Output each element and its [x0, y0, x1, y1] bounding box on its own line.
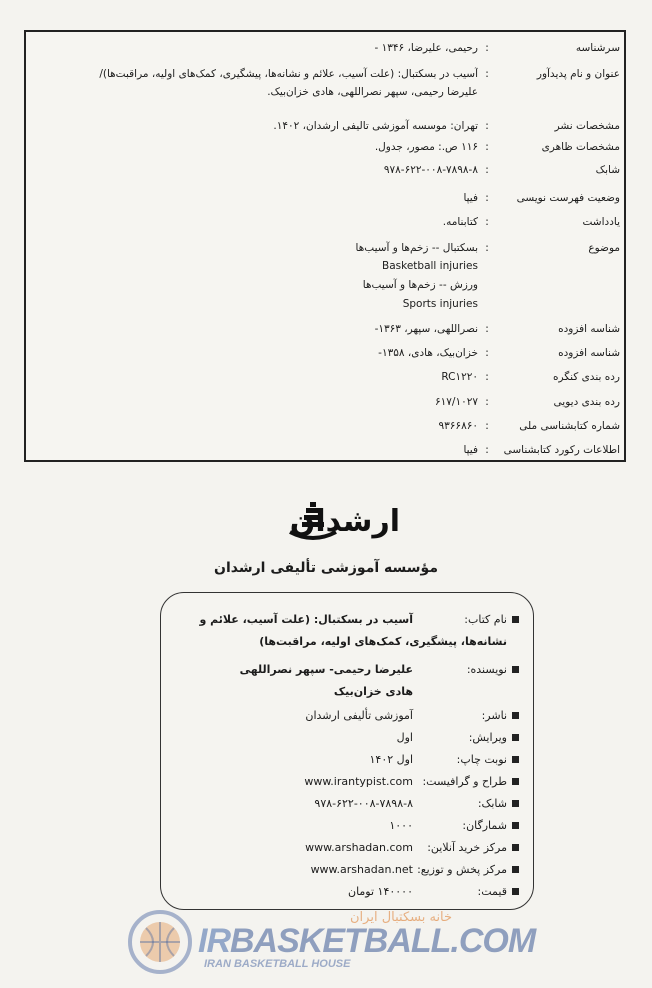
spec-label: نام کتاب: [464, 613, 507, 626]
publisher-logo [250, 500, 400, 550]
cip-label: مشخصات نشر [554, 120, 620, 132]
cip-row-publication: مشخصات نشر : تهران: موسسه آموزشی تالیفی ارشدان، ۱۴۰۲. [26, 116, 624, 136]
spec-value: www.arshadan.com [305, 841, 413, 854]
cip-row-added-entry: شناسه افزوده : خزان‌بیک، هادی، ۱۳۵۸- [26, 343, 624, 363]
spec-value: اول [396, 731, 413, 744]
cip-row-isbn: شابک : ۹۷۸-۶۲۲-۰۰۸-۷۸۹۸-۸ [26, 160, 624, 180]
cip-subject-line: Basketball injuries [382, 260, 478, 272]
square-bullet-icon [512, 844, 519, 851]
square-bullet-icon [512, 888, 519, 895]
cip-value: آسیب در بسکتبال: (علت آسیب، علائم و نشانه‌ها، پیشگیری، کمک‌های اولیه، مراقبت‌ها)/ [99, 68, 478, 80]
watermark-persian-title: خانه بسکتبال ایران [350, 910, 453, 925]
spec-value: آموزشی تألیفی ارشدان [305, 709, 413, 722]
spec-value: اول ۱۴۰۲ [369, 753, 413, 766]
square-bullet-icon [512, 800, 519, 807]
spec-label: ویرایش: [468, 731, 507, 744]
spec-row-isbn [161, 793, 533, 815]
publisher-name: مؤسسه آموزشی تألیفی ارشدان [214, 560, 438, 576]
spec-label: نویسنده: [466, 663, 507, 676]
cip-value: RC۱۲۲۰ [441, 371, 478, 383]
cip-row-physical: مشخصات ظاهری : ۱۱۶ ص.: مصور، جدول. [26, 137, 624, 157]
spec-row-print-run [161, 749, 533, 771]
watermark-title: IRBASKETBALL.COM [198, 922, 536, 960]
cip-row-title: عنوان و نام پدیدآور : آسیب در بسکتبال: (علت آسیب، علائم و نشانه‌ها، پیشگیری، کمک‌های اولیه، مراقبت‌ها)/ [26, 64, 624, 84]
watermark-subtitle: IRAN BASKETBALL HOUSE [204, 958, 351, 970]
cip-value: فیپا [463, 192, 478, 204]
spec-label: طراح و گرافیست: [422, 775, 507, 788]
cip-value: تهران: موسسه آموزشی تالیفی ارشدان، ۱۴۰۲. [273, 120, 478, 132]
spec-row-distribution [161, 859, 533, 881]
cip-row-national-number: شماره کتابشناسی ملی : ۹۳۶۶۸۶۰ [26, 416, 624, 436]
spec-value: www.irantypist.com [304, 775, 413, 788]
spec-value: ۱۰۰۰ [389, 819, 413, 832]
cip-subject-line: Sports injuries [402, 298, 478, 310]
square-bullet-icon [512, 866, 519, 873]
cip-value: ۶۱۷/۱۰۲۷ [434, 396, 478, 408]
cip-subject-line: ورزش -- زخم‌ها و آسیب‌ها [362, 279, 478, 291]
spec-label: قیمت: [477, 885, 507, 898]
cip-label: وضعیت فهرست نویسی [516, 192, 620, 204]
cip-label: یادداشت [582, 216, 620, 228]
cip-label: رده بندی کنگره [552, 371, 620, 383]
cip-value: رحیمی، علیرضا، ۱۳۴۶ - [374, 42, 478, 54]
cip-title-line-2: علیرضا رحیمی، سپهر نصراللهی، هادی خزان‌بیک. [267, 86, 478, 98]
cip-row-added-entry: شناسه افزوده : نصراللهی، سپهر، ۱۳۶۳- [26, 319, 624, 339]
spec-row-author [161, 659, 533, 681]
cip-label: سرشناسه [575, 42, 620, 54]
cip-row-main-entry: سرشناسه : رحیمی، علیرضا، ۱۳۴۶ - [26, 38, 624, 58]
spec-value: علیرضا رحیمی- سپهر نصراللهی [239, 663, 413, 676]
cip-row-status: وضعیت فهرست نویسی : فیپا [26, 188, 624, 208]
cip-row-subject: موضوع : بسکتبال -- زخم‌ها و آسیب‌ها [26, 238, 624, 258]
cip-label: شناسه افزوده [558, 323, 620, 335]
cip-value: فیپا [463, 444, 478, 456]
square-bullet-icon [512, 822, 519, 829]
spec-label: شمارگان: [462, 819, 507, 832]
cip-label: عنوان و نام پدیدآور [536, 68, 620, 80]
spec-row-price [161, 881, 533, 903]
cip-label: رده بندی دیویی [553, 396, 620, 408]
spec-row-book-name-line-2 [161, 631, 533, 653]
basketball-lion-watermark-icon [126, 908, 194, 976]
spec-value: ۱۴۰۰۰۰ تومان [347, 885, 413, 898]
cip-value: ۹۳۶۶۸۶۰ [438, 420, 478, 432]
spec-row-designer [161, 771, 533, 793]
spec-value: هادی خزان‌بیک [333, 685, 413, 698]
spec-row-author-line-2 [161, 681, 533, 703]
spec-value: www.arshadan.net [310, 863, 413, 876]
spec-label: مرکز خرید آنلاین: [427, 841, 507, 854]
spec-row-publisher [161, 705, 533, 727]
spec-row-copies [161, 815, 533, 837]
square-bullet-icon [512, 734, 519, 741]
cip-value: بسکتبال -- زخم‌ها و آسیب‌ها [355, 242, 478, 254]
specification-box [160, 592, 534, 910]
cataloguing-box [24, 30, 626, 462]
cip-label: اطلاعات رکورد کتابشناسی [503, 444, 620, 456]
spec-label: نوبت چاپ: [456, 753, 507, 766]
spec-value: نشانه‌ها، پیشگیری، کمک‌های اولیه، مراقبت‌ها) [259, 635, 507, 648]
cip-value: ۱۱۶ ص.: مصور، جدول. [374, 141, 478, 153]
cip-value: ۹۷۸-۶۲۲-۰۰۸-۷۸۹۸-۸ [383, 164, 478, 176]
cip-row-lc-class: رده بندی کنگره : RC۱۲۲۰ [26, 367, 624, 387]
spec-row-edition [161, 727, 533, 749]
cip-row-dewey: رده بندی دیویی : ۶۱۷/۱۰۲۷ [26, 392, 624, 412]
spec-value: ۹۷۸-۶۲۲-۰۰۸-۷۸۹۸-۸ [314, 797, 413, 810]
publisher-logo-text: ارشدان [289, 504, 400, 539]
cip-label: مشخصات ظاهری [541, 141, 620, 153]
square-bullet-icon [512, 666, 519, 673]
square-bullet-icon [512, 778, 519, 785]
cip-value: نصراللهی، سپهر، ۱۳۶۳- [374, 323, 478, 335]
spec-value: آسیب در بسکتبال: (علت آسیب، علائم و [199, 613, 413, 626]
spec-row-book-name [161, 609, 533, 631]
cip-label: موضوع [588, 242, 620, 254]
cip-row-record-info: اطلاعات رکورد کتابشناسی : فیپا [26, 440, 624, 460]
spec-label: مرکز پخش و توزیع: [417, 863, 507, 876]
square-bullet-icon [512, 616, 519, 623]
spec-label: شابک: [477, 797, 507, 810]
spec-label: ناشر: [481, 709, 507, 722]
cip-value: خزان‌بیک، هادی، ۱۳۵۸- [378, 347, 478, 359]
cip-value: کتابنامه. [442, 216, 478, 228]
cip-row-note: یادداشت : کتابنامه. [26, 212, 624, 232]
cip-label: شابک [595, 164, 620, 176]
square-bullet-icon [512, 756, 519, 763]
cip-label: شماره کتابشناسی ملی [519, 420, 620, 432]
spec-row-online-store [161, 837, 533, 859]
cip-label: شناسه افزوده [558, 347, 620, 359]
square-bullet-icon [512, 712, 519, 719]
